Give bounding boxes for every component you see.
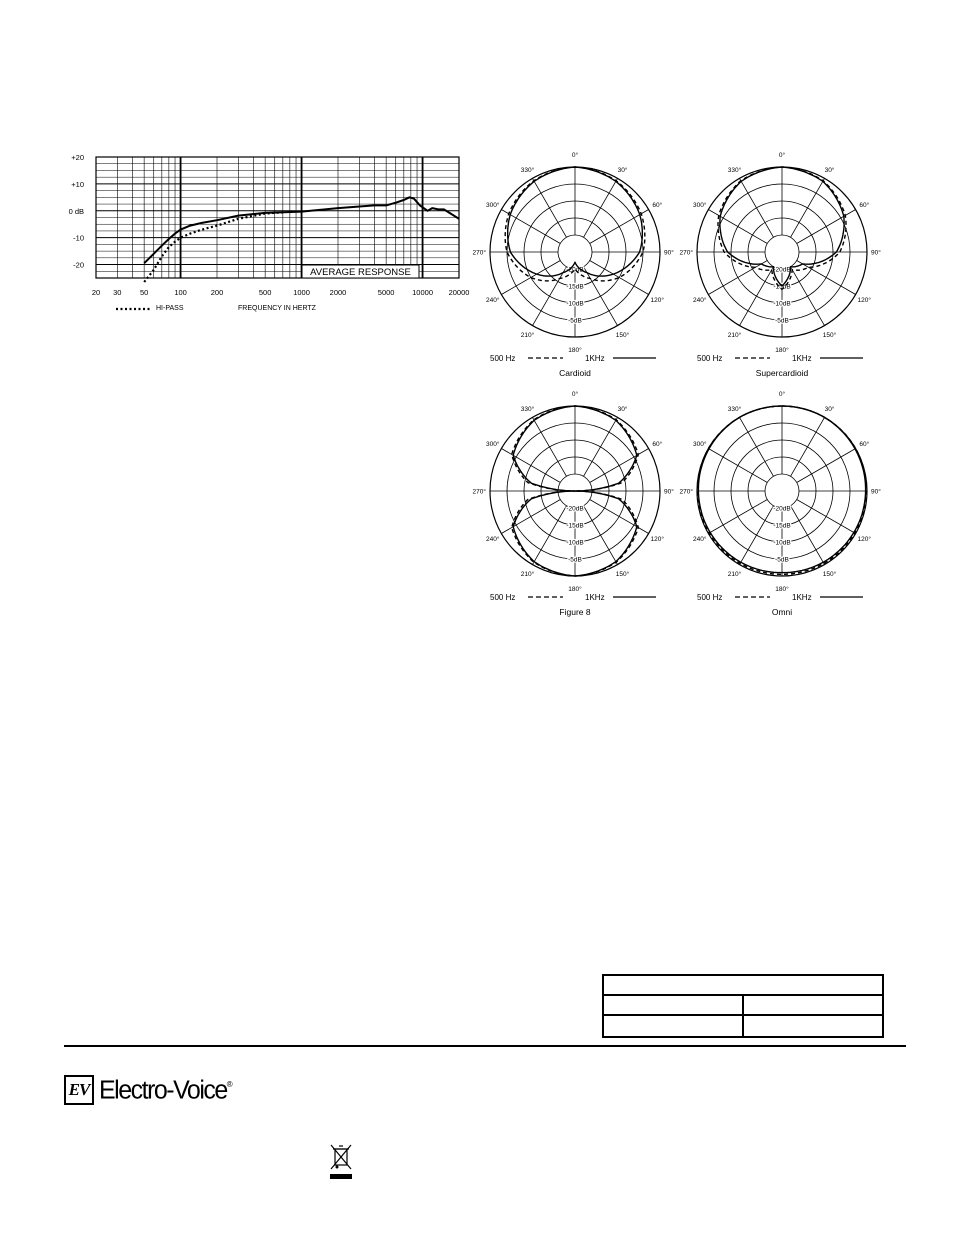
polar-chart-title: Figure 8 (559, 607, 591, 617)
logo-wordmark (99, 1075, 233, 1105)
polar-spoke (584, 178, 618, 237)
electro-voice-logo (64, 1073, 233, 1107)
y-tick-label: -10 (73, 233, 84, 243)
polar-spoke (590, 261, 649, 295)
polar-ring-label: -10dB (566, 300, 584, 308)
polar-spoke (584, 506, 618, 565)
polar-ring-label: -15dB (566, 522, 584, 530)
x-tick-label: 50 (139, 288, 149, 297)
polar-angle-label: 60° (859, 202, 870, 209)
polar-spoke (590, 449, 649, 483)
polar-angle-label: 150° (615, 331, 630, 339)
polar-angle-label: 120° (857, 297, 871, 304)
polar-spoke (791, 506, 825, 565)
polar-spoke (740, 506, 774, 565)
polar-spoke (708, 449, 767, 483)
polar-spoke (708, 210, 767, 244)
registered-mark: ® (226, 1078, 233, 1089)
x-tick-label: 30 (113, 288, 122, 297)
polar-angle-label: 240° (693, 297, 707, 304)
polar-chart-supercardioid (680, 151, 882, 378)
crossed-out-wheelie-bin-icon (326, 1141, 356, 1183)
polar-angle-label: 60° (652, 441, 663, 448)
polar-angle-label: 330° (520, 167, 535, 175)
polar-spoke (533, 506, 567, 565)
legend-label-500hz: 500 Hz (697, 354, 723, 363)
polar-spoke (740, 267, 774, 326)
polar-angle-label: 330° (727, 167, 742, 175)
y-tick-label: +10 (71, 179, 84, 189)
polar-chart-title: Omni (771, 607, 793, 617)
polar-chart-omni (680, 390, 882, 617)
polar-ring-label: -15dB (773, 283, 791, 291)
polar-ring-label: -15dB (773, 522, 791, 530)
polar-angle-label: 120° (650, 297, 664, 304)
polar-ring-label: -20dB (566, 266, 584, 274)
polar-angle-label: 60° (859, 441, 870, 448)
frequency-response-chart (69, 153, 470, 312)
polar-spoke (584, 417, 618, 476)
polar-angle-label: 180° (568, 347, 582, 354)
spec-table-cell (604, 996, 744, 1014)
polar-spoke (791, 417, 825, 476)
legend-label-1khz: 1KHz (792, 354, 812, 363)
legend-label-1khz: 1KHz (585, 354, 605, 363)
polar-angle-label: 210° (727, 570, 742, 578)
polar-spoke (533, 417, 567, 476)
polar-angle-label: 210° (520, 570, 535, 578)
polar-angle-label: 90° (664, 249, 674, 257)
polar-angle-label: 150° (822, 570, 837, 578)
polar-angle-label: 150° (822, 331, 837, 339)
polar-ring-label: -5dB (775, 556, 789, 564)
polar-angle-label: 180° (568, 586, 582, 593)
chart-title: AVERAGE RESPONSE (310, 267, 411, 278)
x-tick-label: 5000 (377, 288, 395, 297)
polar-angle-label: 240° (486, 536, 500, 543)
spec-table-cell (744, 1016, 882, 1036)
polar-spoke (797, 449, 856, 483)
polar-spoke (797, 210, 856, 244)
spec-table-header (604, 976, 882, 996)
x-tick-label: 10000 (412, 288, 434, 297)
polar-angle-label: 30° (617, 406, 628, 414)
polar-chart-title: Supercardioid (755, 368, 809, 378)
polar-angle-label: 0° (571, 391, 579, 398)
polar-chart-figure-8 (473, 390, 675, 617)
polar-angle-label: 240° (486, 297, 500, 304)
polar-angle-label: 150° (615, 570, 630, 578)
spec-table-cell (604, 1016, 744, 1036)
polar-angle-label: 0° (778, 391, 786, 398)
polar-spoke (740, 178, 774, 237)
polar-spoke (533, 178, 567, 237)
series-line-hipass (144, 212, 283, 282)
ev-logo-mark: EV (64, 1075, 94, 1105)
polar-ring-label: -5dB (568, 317, 582, 325)
polar-spoke (708, 261, 767, 295)
polar-angle-label: 30° (617, 167, 628, 175)
polar-spoke (501, 261, 560, 295)
x-tick-label: 100 (174, 288, 187, 297)
polar-ring-label: -20dB (773, 266, 791, 274)
polar-spoke (791, 178, 825, 237)
spec-table-row (604, 1016, 882, 1036)
polar-ring-label: -10dB (773, 539, 791, 547)
polar-ring-label: -10dB (566, 539, 584, 547)
polar-angle-label: 180° (775, 586, 789, 593)
polar-angle-label: 270° (472, 488, 486, 496)
spec-table (602, 974, 884, 1038)
y-tick-label: 0 dB (68, 206, 84, 216)
polar-spoke (708, 500, 767, 534)
polar-angle-label: 210° (727, 331, 742, 339)
polar-ring (765, 474, 799, 508)
polar-ring-label: -5dB (775, 317, 789, 325)
x-tick-label: 20 (91, 288, 101, 297)
polar-spoke (791, 267, 825, 326)
polar-angle-label: 120° (857, 536, 871, 543)
logo-text: Electro-Voice (99, 1074, 227, 1105)
polar-angle-label: 90° (871, 488, 881, 496)
polar-spoke (501, 500, 560, 534)
polar-angle-label: 60° (652, 202, 663, 209)
polar-chart-cardioid (473, 151, 675, 378)
polar-angle-label: 180° (775, 347, 789, 354)
polar-angle-label: 270° (679, 249, 693, 257)
footer-divider (64, 1045, 906, 1047)
polar-angle-label: 270° (472, 249, 486, 257)
polar-angle-label: 90° (664, 488, 674, 496)
polar-ring-label: -15dB (566, 283, 584, 291)
polar-pattern-charts (473, 151, 882, 617)
polar-ring-label: -20dB (773, 505, 791, 513)
x-tick-label: 20000 (448, 288, 470, 297)
polar-ring-label: -10dB (773, 300, 791, 308)
legend-label-500hz: 500 Hz (490, 354, 516, 363)
polar-angle-label: 300° (693, 441, 707, 448)
x-tick-label: 2000 (329, 288, 347, 297)
polar-ring-label: -20dB (566, 505, 584, 513)
polar-angle-label: 270° (679, 488, 693, 496)
x-tick-label: 500 (258, 288, 272, 297)
polar-angle-label: 240° (693, 536, 707, 543)
polar-angle-label: 300° (486, 202, 500, 209)
legend-label-500hz: 500 Hz (490, 593, 516, 602)
legend-label-1khz: 1KHz (792, 593, 812, 602)
legend-label-500hz: 500 Hz (697, 593, 723, 602)
y-tick-label: +20 (71, 153, 84, 162)
polar-angle-label: 0° (778, 152, 786, 159)
y-tick-label: -20 (73, 260, 84, 270)
spec-table-row (604, 996, 882, 1016)
weee-bin-icon (326, 1141, 356, 1188)
legend-label-1khz: 1KHz (585, 593, 605, 602)
legend-label-hipass: HI-PASS (156, 305, 184, 312)
x-axis-title: FREQUENCY IN HERTZ (238, 305, 316, 312)
polar-angle-label: 300° (486, 441, 500, 448)
polar-angle-label: 330° (727, 406, 742, 414)
polar-spoke (797, 261, 856, 295)
x-tick-label: 1000 (293, 288, 310, 297)
polar-chart-title: Cardioid (559, 368, 591, 378)
polar-spoke (740, 417, 774, 476)
x-tick-label: 200 (210, 288, 224, 297)
polar-angle-label: 30° (824, 167, 835, 175)
polar-ring-label: -5dB (568, 556, 582, 564)
polar-angle-label: 120° (650, 536, 664, 543)
polar-ring (765, 235, 799, 269)
polar-angle-label: 90° (871, 249, 881, 257)
polar-angle-label: 210° (520, 331, 535, 339)
polar-angle-label: 30° (824, 406, 835, 414)
spec-table-cell (744, 996, 882, 1014)
polar-spoke (590, 500, 649, 534)
polar-spoke (501, 449, 560, 483)
polar-angle-label: 0° (571, 152, 579, 159)
polar-spoke (797, 500, 856, 534)
polar-angle-label: 330° (520, 406, 535, 414)
polar-angle-label: 300° (693, 202, 707, 209)
